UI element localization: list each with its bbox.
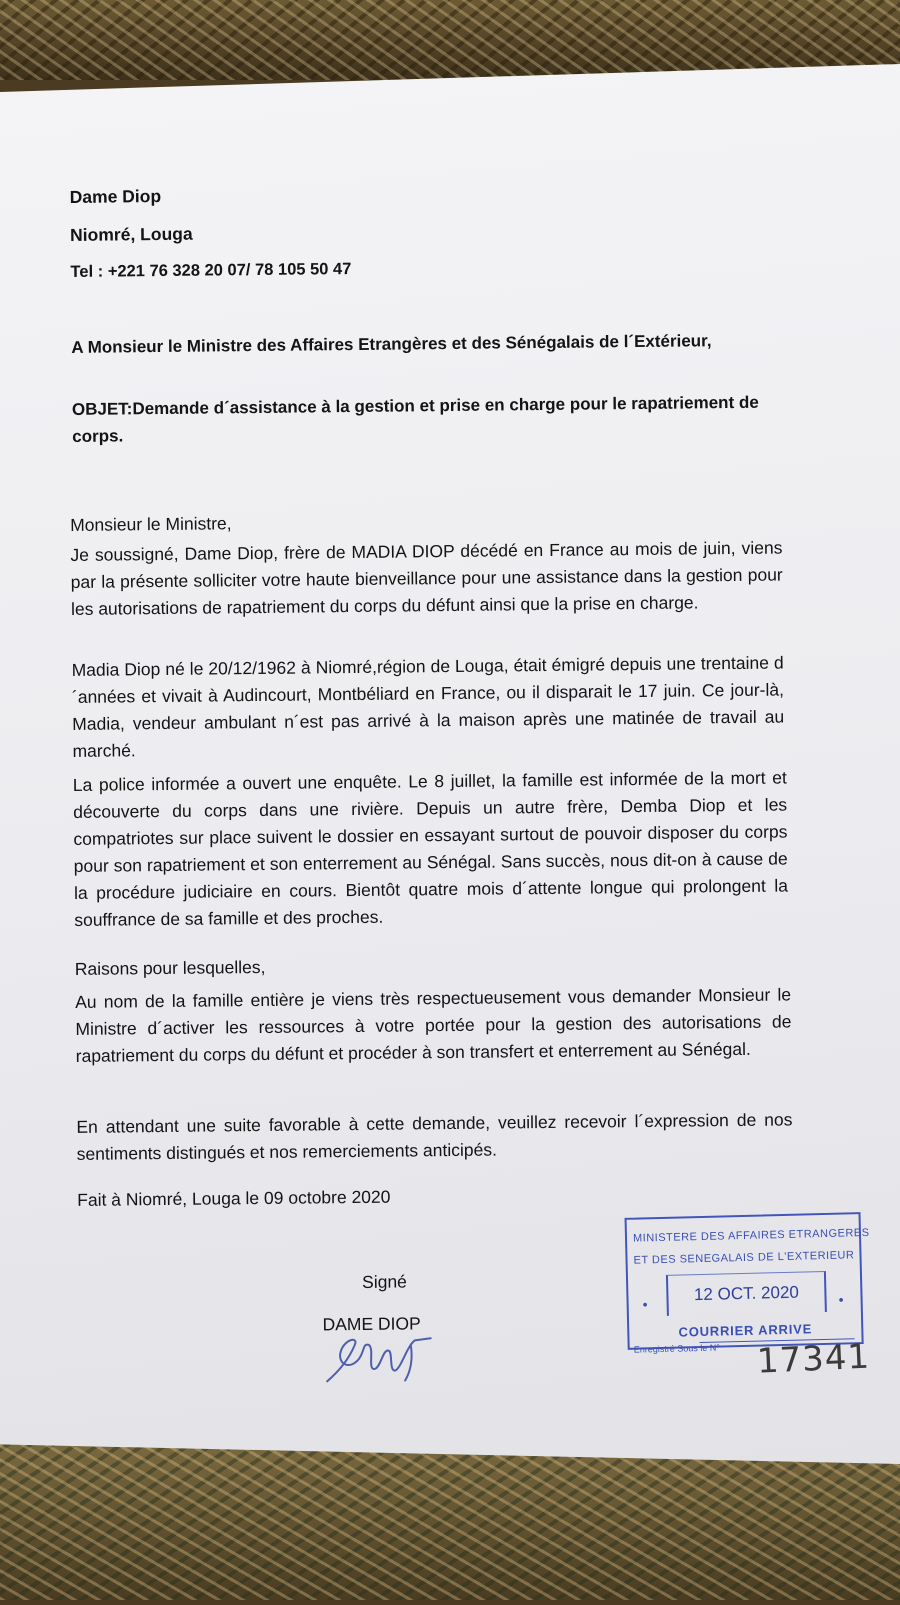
salutation: Monsieur le Ministre, [70, 513, 232, 535]
handwritten-registration-number: 17341 [756, 1336, 871, 1382]
body-paragraph-4: Raisons pour lesquelles, [74, 956, 266, 979]
place-and-date: Fait à Niomré, Louga le 09 octobre 2020 [77, 1186, 391, 1210]
reception-stamp [625, 1212, 870, 1355]
stamp-ministry-line-2: ET DES SENEGALAIS DE L'EXTERIEUR [633, 1249, 855, 1267]
stamp-dot-right: • [838, 1291, 844, 1308]
subject-line: OBJET:Demande d´assistance à la gestion et prise en charge pour le rapatriement de corps. [71, 392, 759, 446]
signed-label: Signé [361, 1271, 407, 1292]
stamp-date: 12 OCT. 2020 [666, 1271, 827, 1316]
body-paragraph-2: Madia Diop né le 20/12/1962 à Niomré,région de Louga, était émigré depuis une trentaine d´années et vivait à Audincourt, Montbéliard en France, ou il disparait le 17 juin. Ce jour-là, Madia, vendeur ambulant n´est pas arrivé à la maison après une matinée de travail au marché. [71, 652, 785, 761]
body-paragraph-5: Au nom de la famille entière je viens très respectueusement vous demander Monsieur le Ministre d´activer les ressources à votre portée pour la gestion des autorisations de rapatriement du corps du défunt et procéder à son transfert et enterrement au Sénégal. [75, 984, 792, 1066]
body-paragraph-3: La police informée a ouvert une enquête. Le 8 juillet, la famille est informée de la mort et découverte du corps dans une rivière. Depuis un autre frère, Demba Diop et les compatriotes sur place suivent le dossier en essayant surtout de pouvoir disposer du corps pour son rapatriement et son enterrement au Sénégal. Sans succès, nous dit-on à cause de la procédure judiciaire en cours. Bientôt quatre mois d´attente longue qui prolongent la souffrance de sa famille et des proches. [72, 767, 789, 930]
stamp-ministry-line-1: MINISTERE DES AFFAIRES ETRANGERES [632, 1226, 870, 1245]
body-paragraph-6: En attendant une suite favorable à cette demande, veuillez recevoir l´expression de nos sentiments distingués et nos remerciements anticipés. [76, 1109, 793, 1164]
sender-location: Niomré, Louga [70, 223, 193, 245]
signer-name: DAME DIOP [322, 1313, 421, 1335]
stamp-courrier-arrive: COURRIER ARRIVE [678, 1321, 813, 1340]
handwritten-signature [319, 1330, 440, 1391]
recipient-line: A Monsieur le Ministre des Affaires Etrangères et des Sénégalais de l´Extérieur, [71, 331, 712, 357]
sender-name: Dame Diop [69, 185, 162, 207]
stamp-dot-left: • [642, 1296, 648, 1313]
sender-phone: Tel : +221 76 328 20 07/ 78 105 50 47 [70, 260, 352, 281]
stamp-register-label: Enregistré Sous le N° [633, 1342, 720, 1355]
body-paragraph-1: Je soussigné, Dame Diop, frère de MADIA DIOP décédé en France au mois de juin, viens par la présente solliciter votre haute bienveillance pour une assistance dans la gestion pour les autorisations de rapatriement du corps du défunt ainsi que la prise en charge. [70, 537, 783, 619]
